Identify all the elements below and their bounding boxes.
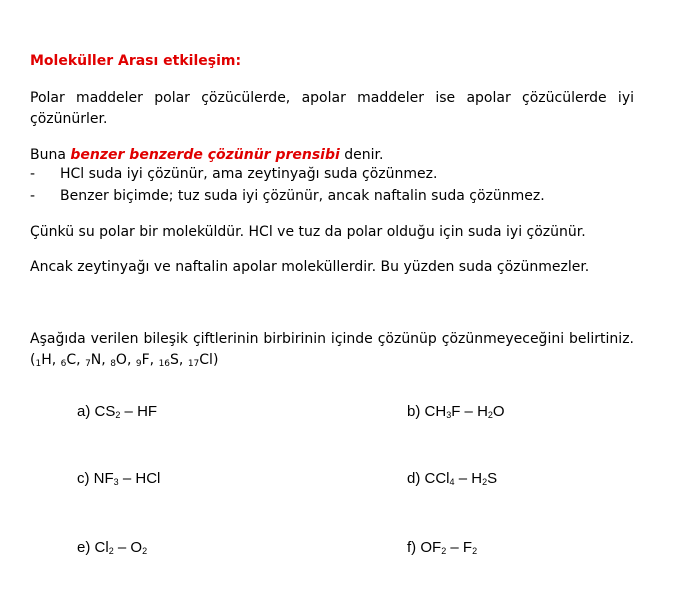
atomic-number: 6: [60, 359, 67, 369]
intro-paragraph: Polar maddeler polar çözücülerde, apolar maddeler ise apolar çözücülerde iyi çözünürler.: [30, 90, 634, 127]
question-paragraph: [30, 329, 634, 375]
element-symbol: $_9$F: [135, 352, 150, 369]
element-symbol: $_7$N: [85, 352, 102, 369]
formula: HCl: [135, 470, 161, 487]
formula: HF: [137, 403, 158, 420]
formula: $NF_3$: [93, 470, 119, 487]
principle-suffix: denir.: [339, 147, 384, 163]
compound-pair-item: [407, 403, 505, 420]
principle-line: [30, 145, 634, 166]
formula: $Cl_2$: [94, 539, 114, 556]
principle-prefix: Buna: [30, 147, 71, 163]
bullet-text: HCl suda iyi çözünür, ama zeytinyağı suda çözünmez.: [60, 166, 438, 182]
atomic-number: 9: [135, 359, 142, 369]
bullet-marker: -: [30, 188, 36, 204]
section-heading: Moleküller Arası etkileşim:: [30, 53, 242, 69]
atomic-number: 7: [85, 359, 91, 369]
atomic-number: 16: [158, 359, 171, 369]
formula: $H_2S$: [471, 470, 498, 487]
element-symbol: $_{17}$Cl: [187, 352, 213, 369]
bullet-text: Benzer biçimde; tuz suda iyi çözünür, ancak naftalin suda çözünmez.: [60, 188, 545, 204]
element-symbol: $_{16}$S: [158, 352, 179, 369]
formula: $F_2$: [462, 539, 478, 556]
separator: –: [460, 403, 478, 420]
compound-pair-item: [77, 403, 157, 420]
reason-paragraph-1: Çünkü su polar bir moleküldür. HCl ve tuz da polar olduğu için suda iyi çözünür.: [30, 224, 586, 240]
element-symbol: $_6$C: [60, 352, 77, 369]
formula: $H_2O$: [477, 403, 505, 420]
formula: CCl$_4$: [424, 470, 455, 487]
bullet-marker: -: [30, 166, 36, 182]
item-label: c): [77, 470, 94, 487]
item-label: f): [407, 539, 421, 556]
atomic-number: 8: [110, 359, 116, 369]
atomic-number: 17: [187, 359, 200, 369]
item-label: d): [407, 470, 425, 487]
element-symbol: $_8$O: [110, 352, 127, 369]
reason-paragraph-2: Ancak zeytinyağı ve naftalin apolar moleküllerdir. Bu yüzden suda çözünmezler.: [30, 259, 590, 275]
separator: –: [113, 539, 131, 556]
separator: –: [446, 539, 463, 556]
principle-emphasis: benzer benzerde çözünür prensibi: [70, 147, 340, 163]
question-text: Aşağıda verilen bileşik çiftlerinin birbirinin içinde çözünüp çözünmeyeceğini belirtiniz.: [30, 331, 634, 347]
compound-pair-item: [77, 470, 160, 487]
element-list: ($_1H$, $_6$C, $_7$N, $_8$O, $_9$F, $_{16}$S, $_{17}$Cl): [30, 352, 219, 369]
item-label: a): [77, 403, 95, 420]
compound-pair-item: [77, 539, 147, 556]
formula: $OF_2$: [420, 539, 447, 556]
item-label: b): [407, 403, 425, 420]
formula: $CS_2$: [94, 403, 121, 420]
formula: $O_2$: [130, 539, 148, 556]
element-symbol: $_1$H: [35, 352, 52, 369]
separator: –: [120, 403, 138, 420]
separator: –: [454, 470, 472, 487]
atomic-number: 1: [35, 359, 42, 369]
formula: $CH_3F$: [424, 403, 461, 420]
compound-pair-item: [407, 539, 477, 556]
separator: –: [118, 470, 136, 487]
item-label: e): [77, 539, 95, 556]
compound-pair-item: [407, 470, 497, 487]
